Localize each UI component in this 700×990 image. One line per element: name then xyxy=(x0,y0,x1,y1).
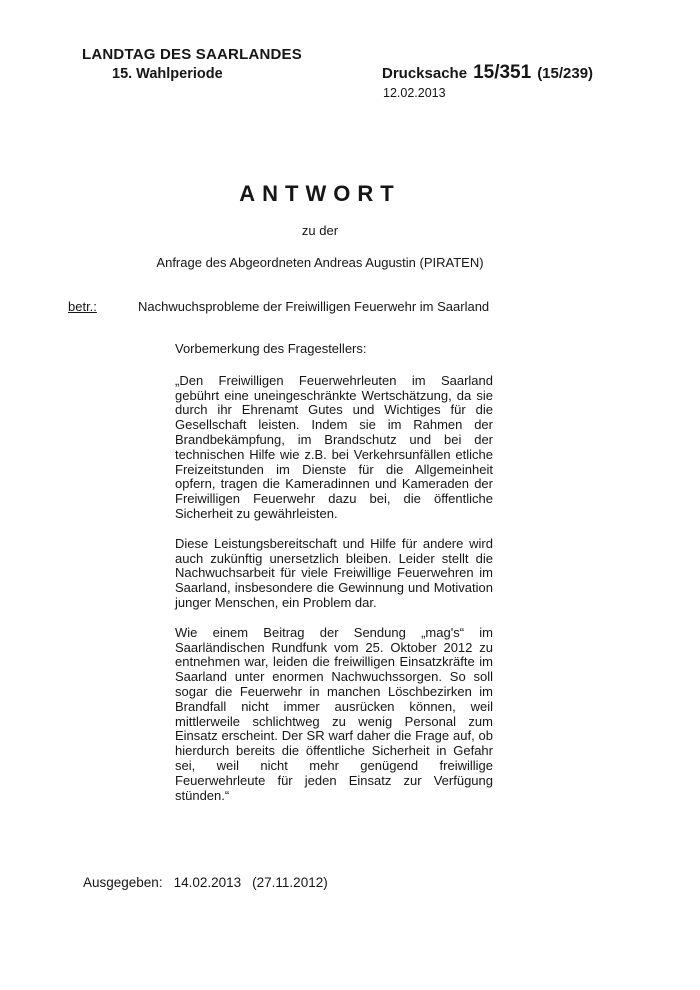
document-date: 12.02.2013 xyxy=(383,86,446,100)
body-paragraph-1: „Den Freiwilligen Feuerwehrleuten im Saarland gebührt eine uneingeschränkte Wertschätzung, da sie durch ihr Ehrenamt Gutes und Wichtiges für die Gesellschaft leisten. Indem sie im Rahmen der Brandbekämpfung, im Brandschutz und bei der technischen Hilfe wie z.B. bei Verkehrsunfällen etliche Freizeitstunden im Dienste für die Allgemeinheit opfern, tragen die Kameradinnen und Kameraden der Freiwilligen Feuerwehr dazu bei, die öffentliche Sicherheit zu gewährleisten. xyxy=(175,372,493,521)
body-column xyxy=(175,342,493,818)
drucksache-number: 15/351 xyxy=(473,62,532,83)
drucksache-line xyxy=(382,62,593,84)
subject-label-cell xyxy=(68,299,138,314)
drucksache-label: Drucksache xyxy=(382,65,468,82)
issued-reference-date: (27.11.2012) xyxy=(252,875,328,890)
subject-text: Nachwuchsprobleme der Freiwilligen Feuerwehr im Saarland xyxy=(138,299,490,314)
legislative-period: 15. Wahlperiode xyxy=(112,66,223,82)
issued-row xyxy=(83,875,328,890)
title-intro: zu der xyxy=(301,223,339,238)
institution-name: LANDTAG DES SAARLANDES xyxy=(82,46,302,63)
preface-heading: Vorbemerkung des Fragestellers: xyxy=(175,341,367,356)
subject-row xyxy=(68,299,489,314)
issued-label: Ausgegeben: xyxy=(83,875,163,890)
inquiry-line: Anfrage des Abgeordneten Andreas Augustin (PIRATEN) xyxy=(156,255,484,270)
subject-label: betr.: xyxy=(68,299,97,314)
body-paragraph-2: Diese Leistungsbereitschaft und Hilfe für andere wird auch zukünftig unersetzlich bleiben. Leider stellt die Nachwuchsarbeit für viele Freiwillige Feuerwehren im Saarland, insbesondere die Gewinnung und Motivation junger Menschen, ein Problem dar. xyxy=(175,535,493,610)
body-paragraph-3: Wie einem Beitrag der Sendung „mag's“ im Saarländischen Rundfunk vom 25. Oktober 2012 zu entnehmen war, leiden die freiwilligen Einsatzkräfte im Saarland unter enormen Nachwuchssorgen. So soll sogar die Feuerwehr in manchen Löschbezirken im Brandfall nicht immer ausrücken können, weil mittlerweile schlichtweg zu wenig Personal zum Einsatz erscheint. Der SR warf daher die Frage auf, ob hierdurch bereits die öffentliche Sicherheit in Gefahr sei, weil nicht mehr genügend freiwillige Feuerwehrleute für jeden Einsatz zur Verfügung stünden.“ xyxy=(175,624,493,803)
issued-date: 14.02.2013 xyxy=(173,875,242,890)
drucksache-reference: (15/239) xyxy=(537,65,594,82)
page-title: ANTWORT xyxy=(239,181,401,206)
